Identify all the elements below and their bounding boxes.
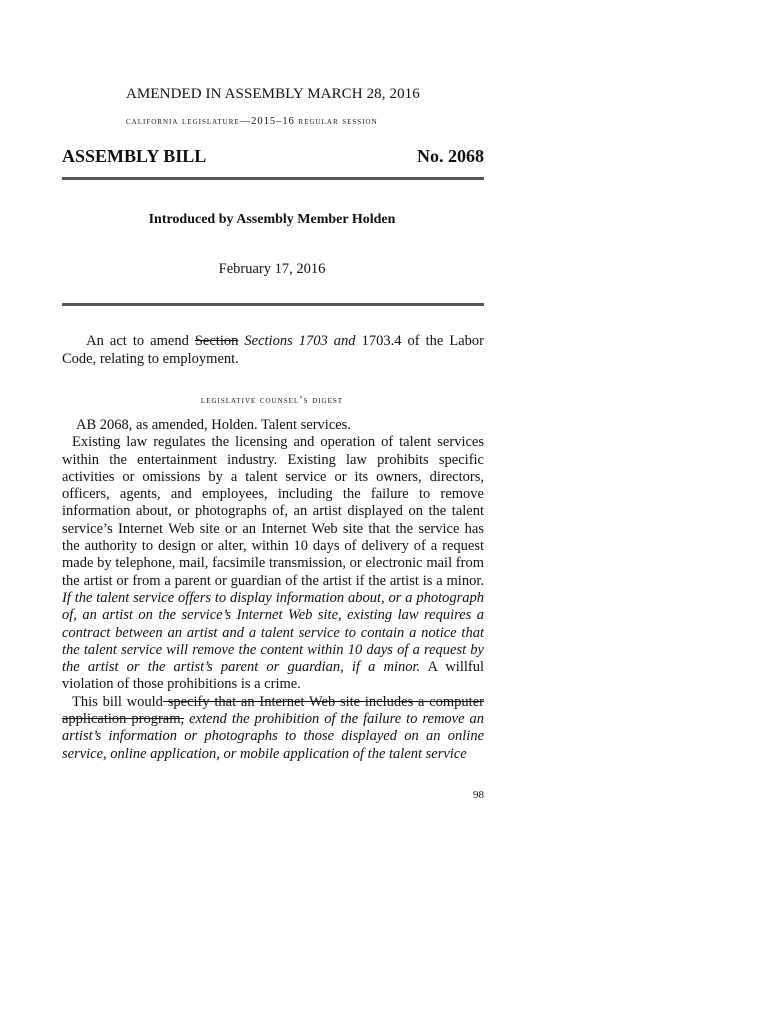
act-inserted-text: Sections 1703 and (238, 333, 356, 349)
para2-italic: extend the prohibition of the failure to remove an artist’s information or photographs to those displayed on an online service, online application, or mobile application of the talent service (62, 711, 484, 762)
introduced-by: Introduced by Assembly Member Holden (148, 212, 396, 227)
para2-struck: specify that an Internet Web site includes a computer application program, (62, 693, 484, 728)
digest-body (62, 417, 484, 763)
introduction-date: February 17, 2016 (218, 261, 326, 277)
bottom-divider (62, 303, 484, 306)
digest-title: legislative counsel’s digest (200, 395, 344, 406)
act-text-1: An act to amend (86, 333, 195, 349)
session-line: california legislature—2015–16 regular session (126, 116, 378, 127)
top-divider (62, 177, 484, 180)
digest-paragraph-2 (62, 694, 484, 763)
bill-number: No. 2068 (417, 146, 484, 166)
act-text-2: 1703.4 of the Labor Code, relating to employment. (62, 333, 484, 367)
act-struck-text: Section (194, 333, 239, 349)
digest-summary: AB 2068, as amended, Holden. Talent services. (76, 417, 351, 433)
act-title (62, 332, 484, 368)
amended-notice: AMENDED IN ASSEMBLY MARCH 28, 2016 (126, 86, 420, 102)
para1-italic: If the talent service offers to display information about, or a photograph of, an artist on the service’s Internet Web site, existing law requires a contract between an artist and a talent service to contain a notice that the talent service will remove the content within 10 days of a request by the artist or the artist’s parent or guardian, if a minor. (62, 589, 484, 676)
para2-plain: This bill would (72, 693, 163, 710)
page-number: 98 (473, 789, 484, 801)
para1-end: A willful violation of those prohibitions is a crime. (62, 659, 484, 693)
para1-plain: Existing law regulates the licensing and operation of talent services within the entertainment industry. Existing law prohibits specific activities or omissions by a talent service or its owners, directors, officers, agents, and employees, including the failure to remove information about, or photographs of, an artist displayed on the talent service’s Internet Web site or an Internet Web site that the service has the authority to design or alter, within 10 days of delivery of a request made by telephone, mail, facsimile transmission, or electronic mail from the artist or from a parent or guardian of the artist if the artist is a minor. (62, 434, 484, 589)
digest-paragraph-1 (62, 434, 484, 693)
bill-type: ASSEMBLY BILL (62, 146, 207, 166)
